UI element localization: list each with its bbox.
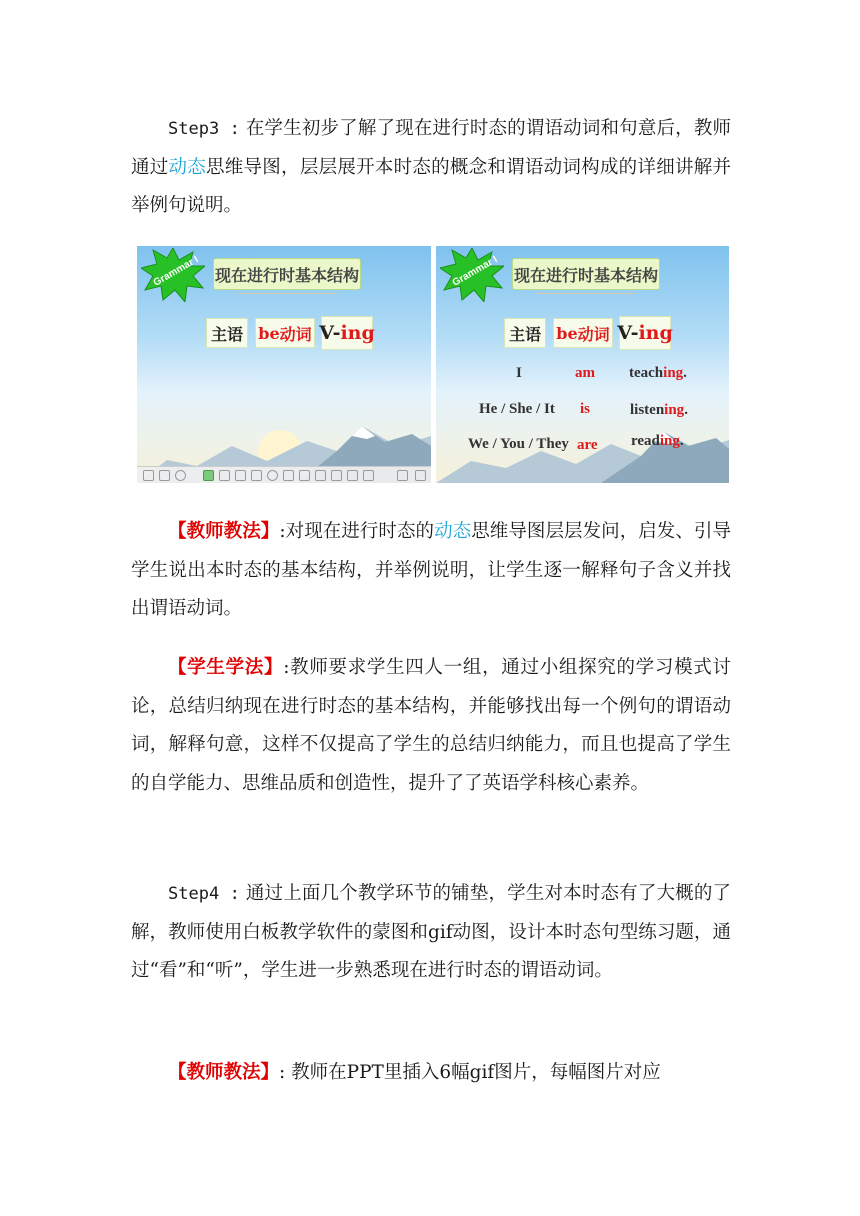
teacher-method-label: 【教师教法】 (168, 521, 280, 542)
slide-title: 现在进行时基本结构 (214, 265, 359, 285)
step3-highlight: 动态 (168, 156, 207, 178)
example-verb-end: . (679, 433, 684, 449)
tag-subject-text: 主语 (210, 324, 243, 344)
example-verb-stem: read (631, 433, 660, 449)
step3-text-b: 思维导图，层层展开本时态的概念和谓语动词构成的详细讲解并举例句说明。 (131, 156, 731, 216)
whiteboard-toolbar (137, 466, 431, 483)
example-verb-stem: teach (629, 365, 664, 381)
slide-title-box (512, 258, 660, 290)
step4-paragraph (131, 875, 731, 991)
student-method-text: :教师要求学生四人一组，通过小组探究的学习模式讨论，总结归纳现在进行时态的基本结构，并能够找出每一个例句的谓语动词，解释句意，这样不仅提高了学生的总结归纳能力，而且也提高了学生的自学能力、思维品质和创造性，提升了了英语学科核心素养。 (131, 657, 731, 794)
teacher-method-text-a: :对现在进行时态的 (279, 521, 435, 542)
example-subject: I (516, 365, 522, 381)
example-be: is (580, 401, 591, 417)
tag-be-prefix: be (556, 323, 578, 343)
shape-icon[interactable] (251, 470, 262, 481)
magnifier-icon[interactable] (267, 470, 278, 481)
redo-icon[interactable] (347, 470, 358, 481)
student-method-label: 【学生学法】 (168, 657, 284, 678)
example-verb-ing: ing (659, 433, 680, 449)
step3-text-a: 在学生初步了解了现在进行时态的谓语动词和句意后，教师通过 (131, 118, 731, 178)
step4-label: Step4 : (168, 884, 240, 904)
example-subject: We / You / They (468, 436, 569, 452)
grammar-badge-label: Grammar I (450, 254, 500, 289)
step3-label: Step3 : (168, 119, 240, 139)
tag-be-suffix: 动词 (577, 324, 610, 344)
slide-title: 现在进行时基本结构 (513, 265, 658, 285)
pen-icon[interactable] (219, 470, 230, 481)
tag-ving-v: V- (319, 322, 341, 344)
table-icon[interactable] (315, 470, 326, 481)
undo-icon[interactable] (331, 470, 342, 481)
prev-page-icon[interactable] (397, 470, 408, 481)
tag-be-verb (255, 318, 315, 348)
teacher-method-paragraph-2 (131, 1054, 731, 1093)
example-verb-ing: ing (664, 402, 685, 418)
example-verb (629, 365, 687, 382)
tag-subject-text: 主语 (508, 324, 541, 344)
tag-subject (206, 318, 248, 348)
image-icon[interactable] (299, 470, 310, 481)
tag-be-verb (553, 318, 613, 348)
teacher-method-label: 【教师教法】 (168, 1062, 280, 1083)
example-verb (631, 433, 684, 450)
step4-text: 通过上面几个教学环节的铺垫，学生对本时态有了大概的了解，教师使用白板教学软件的蒙图和gif动图，设计本时态句型练习题，通过“看”和“听”，学生进一步熟悉现在进行时态的谓语动词。 (131, 883, 731, 981)
user-icon[interactable] (175, 470, 186, 481)
menu-icon[interactable] (143, 470, 154, 481)
example-verb-end: . (684, 402, 688, 418)
text-icon[interactable] (283, 470, 294, 481)
tag-ving-ing: ing (340, 322, 375, 344)
more-icon[interactable] (363, 470, 374, 481)
example-verb-stem: listen (630, 402, 665, 418)
slide-title-box (213, 258, 361, 290)
example-verb-end: . (683, 365, 687, 381)
select-cursor-icon[interactable] (203, 470, 214, 481)
example-verb (630, 402, 688, 419)
example-verb-ing: ing (663, 365, 684, 381)
teacher-method-highlight: 动态 (434, 521, 472, 542)
next-page-icon[interactable] (415, 470, 426, 481)
tag-ving-v: V- (617, 322, 639, 344)
slide-screenshot-left (137, 246, 431, 483)
tag-be-suffix: 动词 (279, 324, 312, 344)
teacher-method-text: : 教师在PPT里插入6幅gif图片，每幅图片对应 (279, 1062, 661, 1083)
teacher-method-paragraph-1 (131, 513, 731, 629)
grammar-badge-label: Grammar I (151, 254, 201, 289)
tag-subject (504, 318, 546, 348)
grid-icon[interactable] (159, 470, 170, 481)
structure-bracket (536, 293, 636, 306)
eraser-icon[interactable] (235, 470, 246, 481)
example-subject: He / She / It (479, 401, 555, 417)
student-method-paragraph (131, 649, 731, 803)
tag-ving (321, 316, 373, 350)
structure-bracket (237, 293, 337, 306)
slide-screenshot-right (436, 246, 729, 483)
tag-ving-ing: ing (638, 322, 673, 344)
example-be: are (577, 437, 598, 453)
tag-ving (619, 316, 671, 350)
tag-be-prefix: be (258, 323, 280, 343)
example-be: am (575, 365, 595, 381)
step3-paragraph (131, 110, 731, 226)
teacher-method-text-b: 思维导图层层发问，启发、引导学生说出本时态的基本结构，并举例说明，让学生逐一解释句子含义并找出谓语动词。 (131, 521, 731, 619)
